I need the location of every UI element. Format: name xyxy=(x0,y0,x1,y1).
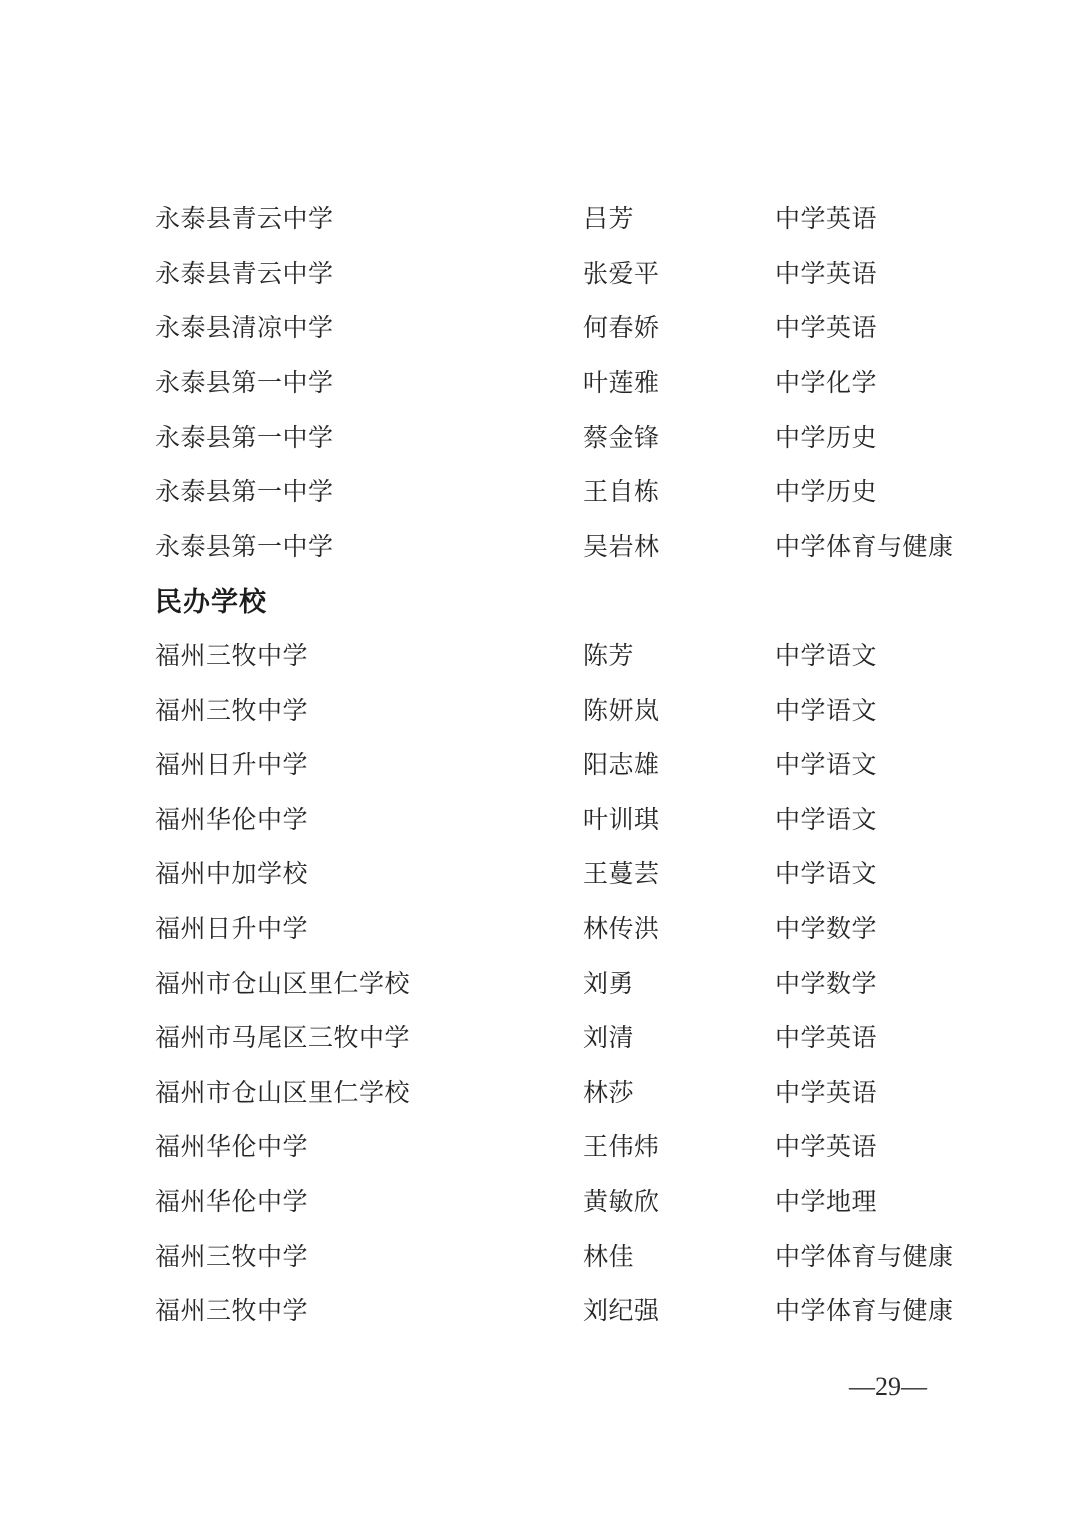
school-name: 福州市仓山区里仁学校 xyxy=(155,970,411,998)
teacher-name: 王自栋 xyxy=(583,479,660,507)
school-name: 永泰县青云中学 xyxy=(155,260,334,288)
school-name: 永泰县第一中学 xyxy=(155,424,334,452)
table-row xyxy=(155,681,970,736)
school-name: 永泰县清凉中学 xyxy=(155,315,334,343)
school-name: 福州市马尾区三牧中学 xyxy=(155,1025,411,1053)
subject-name: 中学体育与健康 xyxy=(775,1298,954,1326)
teacher-name: 黄敏欣 xyxy=(583,1188,660,1216)
school-name: 福州三牧中学 xyxy=(155,643,309,671)
teacher-name: 林莎 xyxy=(583,1079,635,1107)
table-row xyxy=(155,954,970,1009)
teacher-list xyxy=(155,190,970,1336)
teacher-name: 吴岩林 xyxy=(583,533,660,561)
table-row xyxy=(155,190,970,245)
school-name: 福州三牧中学 xyxy=(155,1298,309,1326)
table-row xyxy=(155,408,970,463)
subject-name: 中学英语 xyxy=(775,1079,878,1107)
subject-name: 中学语文 xyxy=(775,806,878,834)
school-name: 福州日升中学 xyxy=(155,752,309,780)
subject-name: 中学英语 xyxy=(775,1025,878,1053)
table-row xyxy=(155,299,970,354)
teacher-name: 吕芳 xyxy=(583,206,635,234)
table-row xyxy=(155,845,970,900)
teacher-name: 叶训琪 xyxy=(583,806,660,834)
school-name: 福州市仓山区里仁学校 xyxy=(155,1079,411,1107)
subject-name: 中学语文 xyxy=(775,643,878,671)
table-row xyxy=(155,354,970,409)
subject-name: 中学数学 xyxy=(775,970,878,998)
teacher-name: 林佳 xyxy=(583,1243,635,1271)
table-row xyxy=(155,1282,970,1337)
subject-name: 中学化学 xyxy=(775,370,878,398)
table-row xyxy=(155,1064,970,1119)
table-row xyxy=(155,463,970,518)
subject-name: 中学历史 xyxy=(775,424,878,452)
table-row xyxy=(155,518,970,573)
school-name: 福州华伦中学 xyxy=(155,1134,309,1162)
teacher-name: 林传洪 xyxy=(583,916,660,944)
page-number: —29— xyxy=(849,1372,927,1401)
teacher-name: 阳志雄 xyxy=(583,752,660,780)
school-name: 永泰县第一中学 xyxy=(155,533,334,561)
subject-name: 中学历史 xyxy=(775,479,878,507)
table-row xyxy=(155,245,970,300)
teacher-name: 蔡金锋 xyxy=(583,424,660,452)
school-name: 福州日升中学 xyxy=(155,916,309,944)
teacher-name: 刘清 xyxy=(583,1025,635,1053)
teacher-name: 何春娇 xyxy=(583,315,660,343)
teacher-name: 王蔓芸 xyxy=(583,861,660,889)
teacher-name: 刘纪强 xyxy=(583,1298,660,1326)
school-name: 福州中加学校 xyxy=(155,861,309,889)
school-name: 永泰县青云中学 xyxy=(155,206,334,234)
subject-name: 中学语文 xyxy=(775,752,878,780)
subject-name: 中学地理 xyxy=(775,1188,878,1216)
subject-name: 中学体育与健康 xyxy=(775,1243,954,1271)
subject-name: 中学语文 xyxy=(775,861,878,889)
section-header-label: 民办学校 xyxy=(155,586,267,617)
table-row xyxy=(155,1009,970,1064)
section-header xyxy=(155,572,970,627)
table-row xyxy=(155,791,970,846)
school-name: 福州三牧中学 xyxy=(155,1243,309,1271)
subject-name: 中学英语 xyxy=(775,260,878,288)
subject-name: 中学体育与健康 xyxy=(775,533,954,561)
table-row xyxy=(155,1173,970,1228)
school-name: 永泰县第一中学 xyxy=(155,479,334,507)
school-name: 福州三牧中学 xyxy=(155,697,309,725)
teacher-name: 陈妍岚 xyxy=(583,697,660,725)
teacher-name: 陈芳 xyxy=(583,643,635,671)
table-row xyxy=(155,1118,970,1173)
subject-name: 中学英语 xyxy=(775,1134,878,1162)
table-row xyxy=(155,627,970,682)
subject-name: 中学数学 xyxy=(775,916,878,944)
subject-name: 中学英语 xyxy=(775,315,878,343)
subject-name: 中学语文 xyxy=(775,697,878,725)
teacher-name: 张爱平 xyxy=(583,260,660,288)
school-name: 福州华伦中学 xyxy=(155,806,309,834)
table-row xyxy=(155,900,970,955)
table-row xyxy=(155,1227,970,1282)
school-name: 福州华伦中学 xyxy=(155,1188,309,1216)
subject-name: 中学英语 xyxy=(775,206,878,234)
table-row xyxy=(155,736,970,791)
teacher-name: 叶莲雅 xyxy=(583,370,660,398)
teacher-name: 王伟炜 xyxy=(583,1134,660,1162)
teacher-name: 刘勇 xyxy=(583,970,635,998)
school-name: 永泰县第一中学 xyxy=(155,370,334,398)
